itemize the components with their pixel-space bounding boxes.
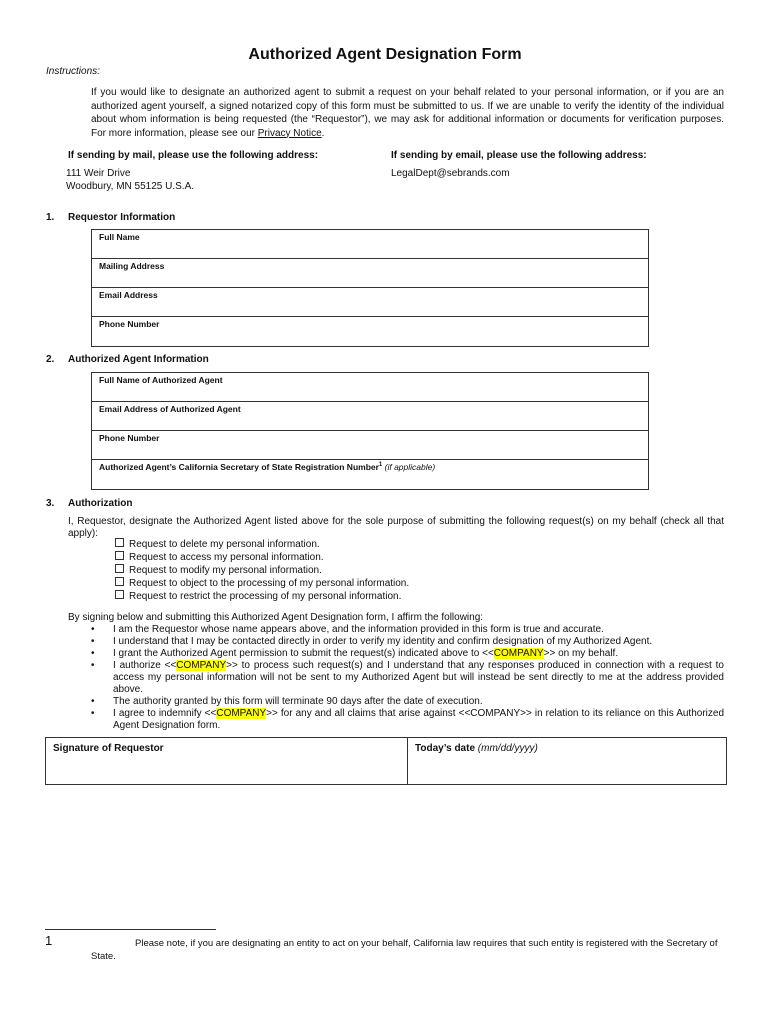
request-delete-option[interactable] <box>115 538 409 551</box>
checkbox-icon[interactable] <box>115 564 124 573</box>
checkbox-icon[interactable] <box>115 538 124 547</box>
agent-full-name-field[interactable]: Full Name of Authorized Agent <box>92 373 648 402</box>
text-segment: >> on my behalf. <box>543 648 619 659</box>
list-item-text <box>113 648 724 660</box>
bullet-icon: • <box>91 660 95 671</box>
footnote-text: Please note, if you are designating an entity to act on your behalf, California law requires that such entity is registered with the Secretary of State. <box>91 938 718 962</box>
date-format-hint: (mm/dd/yyyy) <box>475 743 538 754</box>
instructions-end: . <box>321 127 325 139</box>
list-item <box>91 660 724 696</box>
company-placeholder: COMPANY <box>493 648 544 659</box>
text-segment: I grant the Authorized Agent permission to submit the request(s) indicated above to << <box>113 648 494 659</box>
text-segment: I agree to indemnify << <box>113 708 217 719</box>
date-field[interactable] <box>408 738 726 784</box>
email-heading: If sending by email, please use the following address: <box>391 150 647 161</box>
date-label: Today’s date <box>415 743 476 754</box>
request-delete-label: Request to delete my personal information. <box>129 539 320 550</box>
list-item <box>91 708 724 732</box>
requestor-info-table <box>91 229 649 347</box>
bullet-icon: • <box>91 624 95 635</box>
bullet-icon: • <box>91 636 95 647</box>
agent-phone-field[interactable]: Phone Number <box>92 431 648 460</box>
request-object-option[interactable] <box>115 577 409 590</box>
request-checklist <box>115 538 409 603</box>
requestor-email-field[interactable]: Email Address <box>92 288 648 317</box>
request-access-label: Request to access my personal information. <box>129 552 324 563</box>
request-modify-option[interactable] <box>115 564 409 577</box>
section1-number: 1. <box>46 212 55 223</box>
requestor-mailing-address-field[interactable]: Mailing Address <box>92 259 648 288</box>
section2-title: Authorized Agent Information <box>68 354 209 365</box>
checkbox-icon[interactable] <box>115 577 124 586</box>
registration-note: (if applicable) <box>382 462 436 472</box>
footnote-divider <box>45 929 216 930</box>
bullet-icon: • <box>91 708 95 719</box>
footnote-number: 1 <box>45 933 53 948</box>
signature-table <box>45 737 727 785</box>
request-restrict-option[interactable] <box>115 590 409 603</box>
company-placeholder: COMPANY <box>176 660 227 671</box>
form-title: Authorized Agent Designation Form <box>248 46 522 63</box>
checkbox-icon[interactable] <box>115 551 124 560</box>
list-item <box>91 636 724 648</box>
agent-info-table <box>91 372 649 490</box>
list-item <box>91 648 724 660</box>
signature-label: Signature of Requestor <box>53 743 164 754</box>
request-object-label: Request to object to the processing of my personal information. <box>129 578 410 589</box>
mail-address-line1: 111 Weir Drive <box>66 168 131 179</box>
instructions-body: If you would like to designate an authorized agent to submit a request on your behalf related to your personal information, or if you are an authorized agent yourself, a signed notarized copy of this form must be submitted to us. If we are unable to verify the identity of the individual about whom information is being requested (the “Requestor”), we may ask for additional information or documents for verification purposes. For more information, please see our <box>91 87 724 139</box>
requestor-full-name-field[interactable]: Full Name <box>92 230 648 259</box>
list-item <box>91 624 724 636</box>
request-access-option[interactable] <box>115 551 409 564</box>
bullet-icon: • <box>91 696 95 707</box>
section1-title: Requestor Information <box>68 212 176 223</box>
section2-number: 2. <box>46 354 55 365</box>
company-placeholder: COMPANY <box>216 708 267 719</box>
registration-label: Authorized Agent’s California Secretary of State Registration Number <box>99 462 379 472</box>
bullet-icon: • <box>91 648 95 659</box>
section3-number: 3. <box>46 498 55 509</box>
request-restrict-label: Request to restrict the processing of my personal information. <box>129 591 402 602</box>
email-address[interactable]: LegalDept@sebrands.com <box>391 168 510 179</box>
mail-address <box>66 168 194 193</box>
signature-field[interactable] <box>46 738 408 784</box>
agent-registration-field[interactable] <box>92 460 648 489</box>
authorization-intro: I, Requestor, designate the Authorized Agent listed above for the sole purpose of submitting the following request(s) on my behalf (check all that apply): <box>68 516 724 539</box>
instructions-text <box>91 86 724 140</box>
checkbox-icon[interactable] <box>115 590 124 599</box>
text-segment: I authorize << <box>113 660 177 671</box>
affirm-list <box>91 624 724 732</box>
mail-address-line2: Woodbury, MN 55125 U.S.A. <box>66 180 195 192</box>
registration-footnote-ref: 1 <box>378 462 383 469</box>
list-item <box>91 696 724 708</box>
list-item-text: I am the Requestor whose name appears above, and the information provided in this form is true and accurate. <box>113 624 604 635</box>
affirm-intro: By signing below and submitting this Authorized Agent Designation form, I affirm the following: <box>68 612 484 623</box>
text-segment: >> for any and all claims that arise against <<COMPANY>> in relation to its reliance on this Authorized Agent Designation form. <box>113 708 725 731</box>
requestor-phone-field[interactable]: Phone Number <box>99 319 160 329</box>
privacy-notice-link[interactable]: Privacy Notice <box>257 127 322 139</box>
list-item-text <box>113 660 724 696</box>
instructions-label: Instructions: <box>46 66 100 77</box>
list-item-text: I understand that I may be contacted directly in order to verify my identity and confirm designation of my Authorized Agent. <box>113 636 653 647</box>
agent-email-field[interactable]: Email Address of Authorized Agent <box>92 402 648 431</box>
request-modify-label: Request to modify my personal information. <box>129 565 322 576</box>
list-item-text <box>113 708 724 732</box>
mail-heading: If sending by mail, please use the following address: <box>68 150 319 161</box>
list-item-text: The authority granted by this form will terminate 90 days after the date of execution. <box>113 696 483 707</box>
text-segment: >> to process such request(s) and I understand that any responses produced in connection with a request to access my personal information will not be sent to my Authorized Agent but will instead be sent directly to me at the address provided above. <box>113 660 724 695</box>
section3-title: Authorization <box>68 498 133 509</box>
